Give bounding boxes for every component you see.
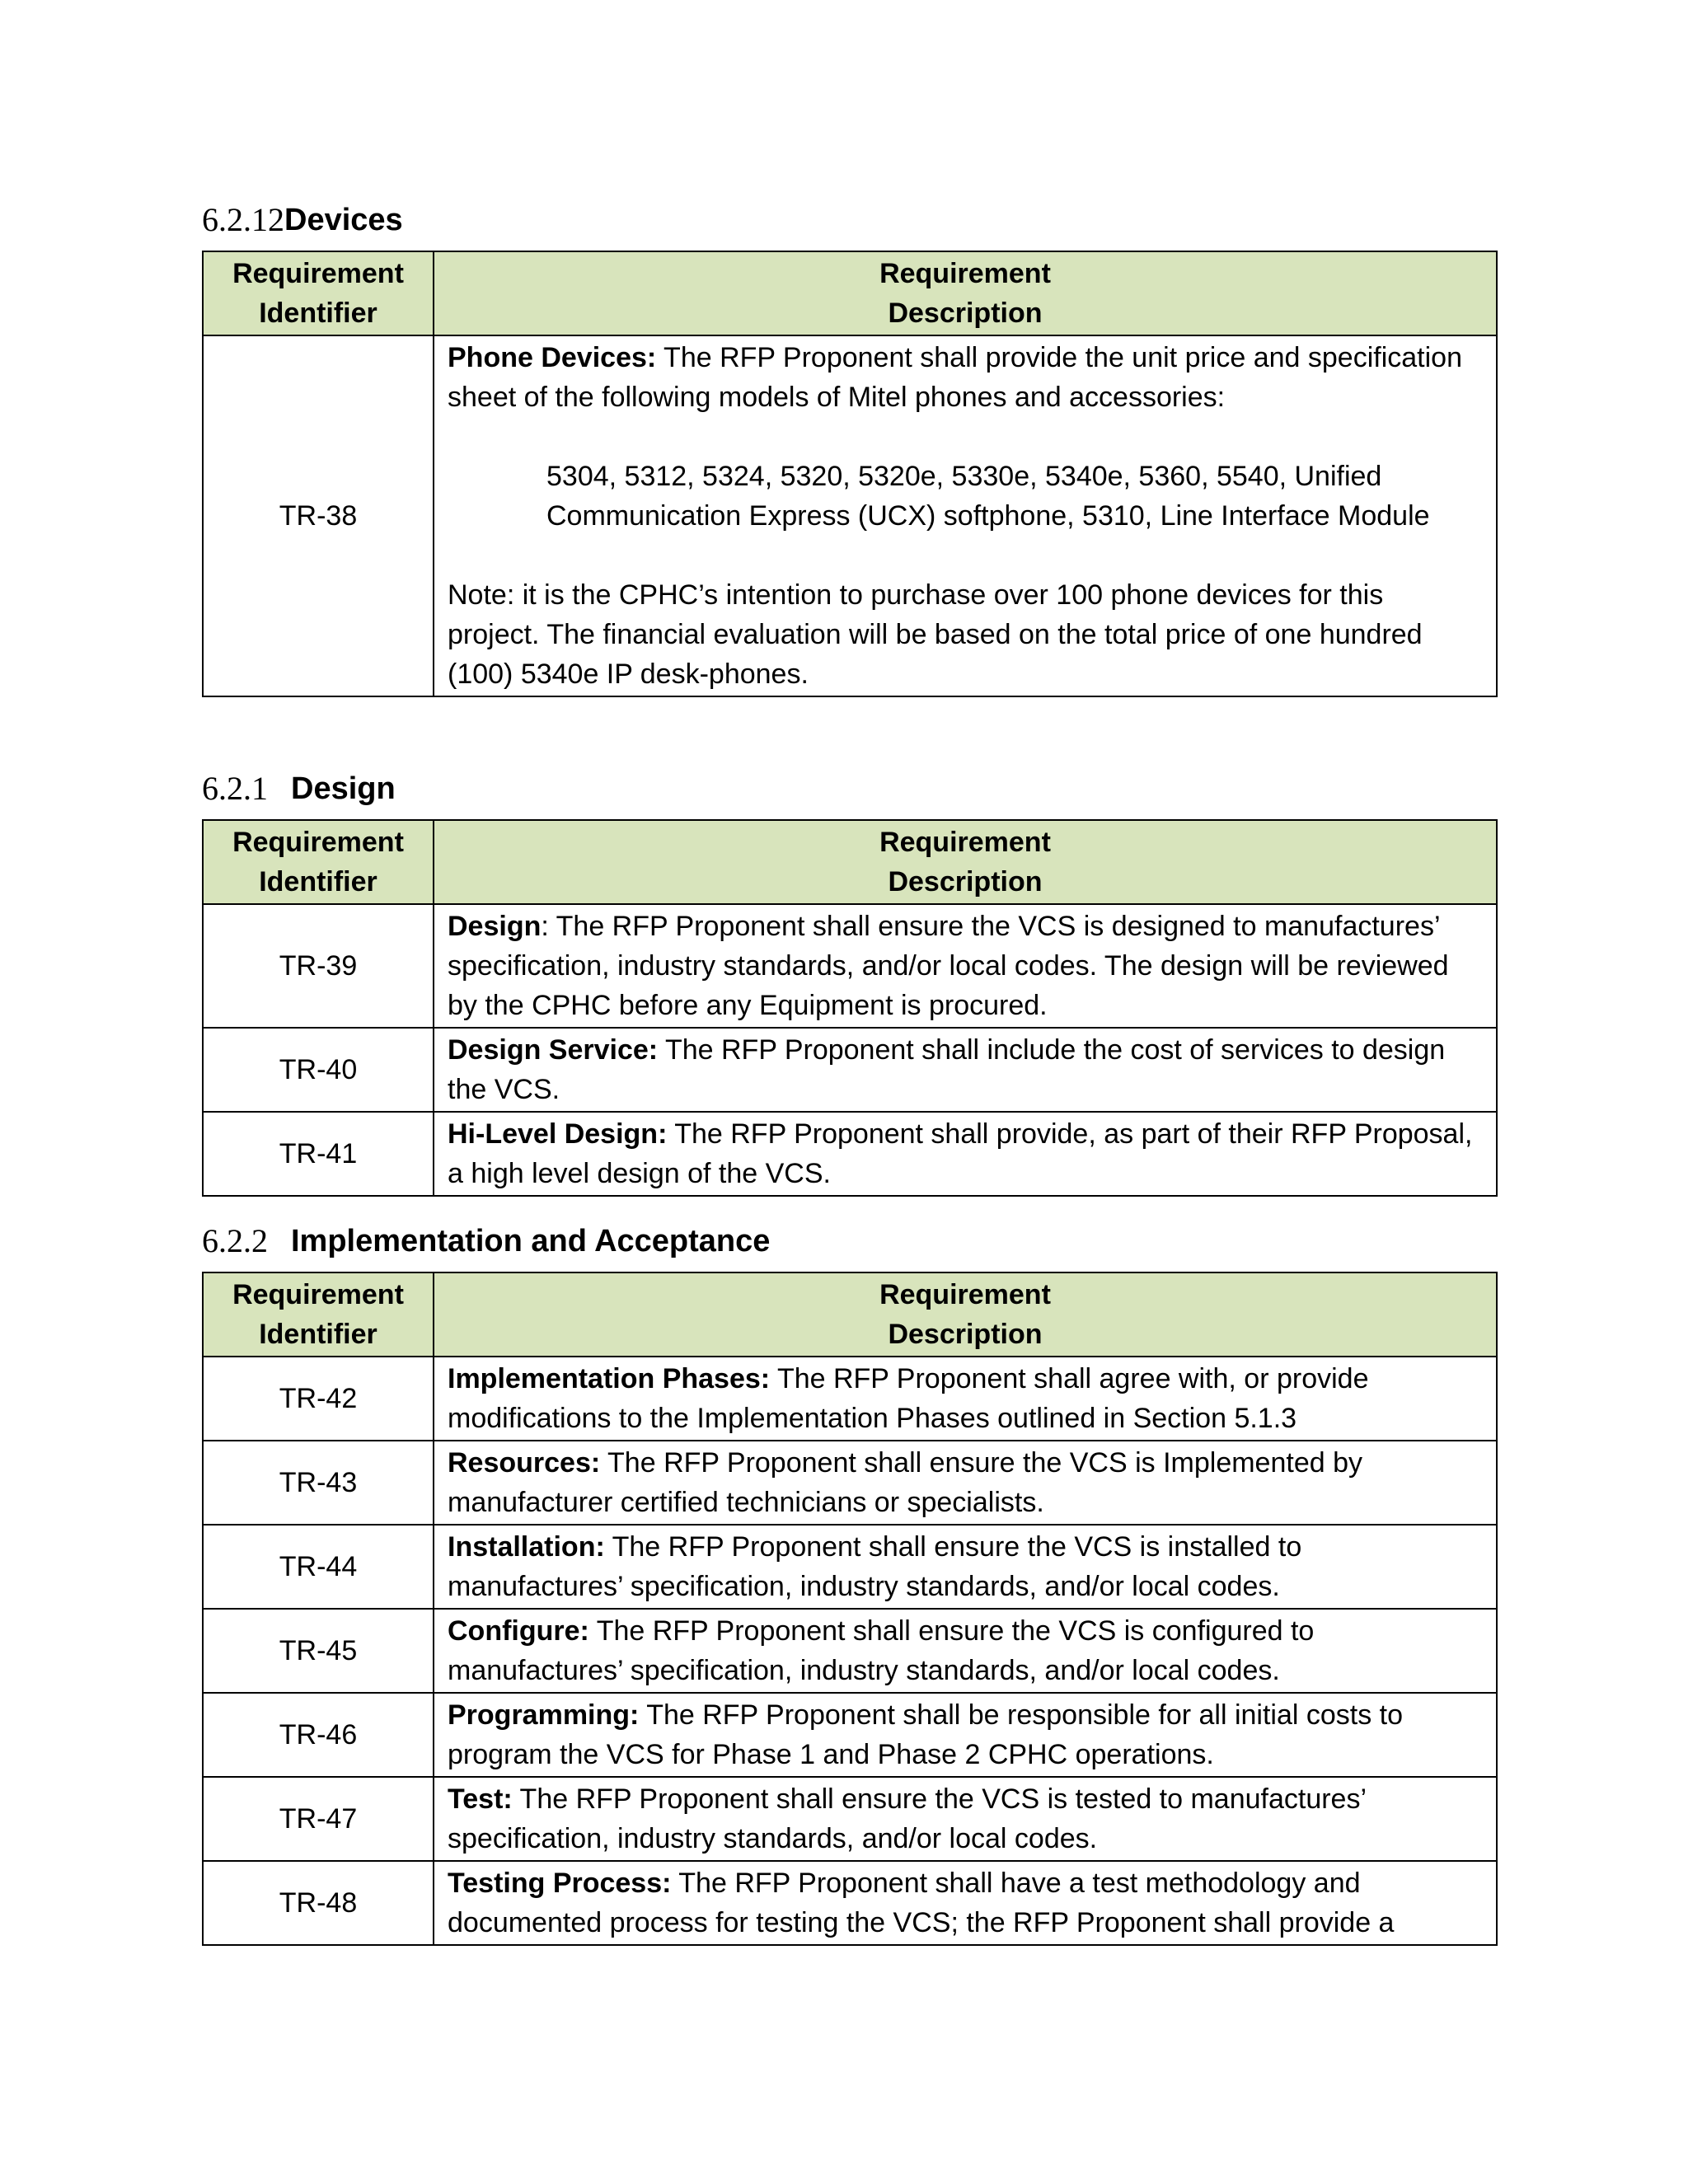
requirement-id: TR-43 [203, 1441, 434, 1525]
requirement-text: The RFP Proponent shall be responsible for all initial costs to program the VCS for Phase 1 and Phase 2 CPHC operations. [448, 1699, 1404, 1770]
requirement-label: Design Service: [448, 1034, 659, 1066]
requirement-text: The RFP Proponent shall provide, as part of their RFP Proposal, a high level design of the VCS. [448, 1118, 1473, 1189]
section-heading [202, 1216, 1496, 1260]
table-row [203, 1861, 1497, 1945]
table-row [203, 1441, 1497, 1525]
requirement-label: Test: [448, 1783, 513, 1815]
table-header-row [203, 820, 1497, 904]
requirement-id: TR-46 [203, 1693, 434, 1777]
header-description: Requirement Description [434, 1272, 1497, 1357]
section-title: Devices [284, 203, 403, 237]
requirement-label: Resources: [448, 1447, 601, 1479]
section-title: Implementation and Acceptance [291, 1224, 771, 1258]
requirement-id: TR-44 [203, 1525, 434, 1609]
requirement-description [434, 1525, 1497, 1609]
requirement-label: Implementation Phases: [448, 1363, 771, 1394]
requirements-table [202, 251, 1498, 697]
requirements-table [202, 1272, 1498, 1946]
header-description: Requirement Description [434, 820, 1497, 904]
requirement-label: Programming: [448, 1699, 640, 1731]
requirement-note: Note: it is the CPHC’s intention to purchase over 100 phone devices for this project. The financial evaluation will be based on the total price of one hundred (100) 5340e IP desk-phones. [448, 579, 1423, 690]
requirement-id: TR-38 [203, 335, 434, 696]
section-number: 6.2.2 [202, 1222, 268, 1259]
table-row [203, 1777, 1497, 1861]
requirement-text: The RFP Proponent shall provide the unit price and specification sheet of the following models of Mitel phones and accessories: [448, 342, 1462, 413]
header-identifier: Requirement Identifier [203, 251, 434, 335]
table-row [203, 1609, 1497, 1693]
table-header-row [203, 251, 1497, 335]
table-row [203, 335, 1497, 696]
phone-models-list: 5304, 5312, 5324, 5320, 5320e, 5330e, 5340e, 5360, 5540, Unified Communication Express (UCX) softphone, 5310, Line Interface Module [546, 461, 1430, 532]
section-heading [202, 194, 1496, 239]
requirement-label: Design [448, 911, 542, 942]
requirement-description [434, 904, 1497, 1028]
requirement-text: : The RFP Proponent shall ensure the VCS is designed to manufactures’ specification, industry standards, and/or local codes. The design will be reviewed by the CPHC before any Equipment is procured. [448, 911, 1449, 1021]
requirement-text: The RFP Proponent shall have a test methodology and documented process for testing the VCS; the RFP Proponent shall provide a [448, 1868, 1395, 1938]
section-heading [202, 763, 1496, 808]
requirement-description [434, 1441, 1497, 1525]
table-row [203, 1525, 1497, 1609]
section-title: Design [291, 771, 396, 806]
requirement-description [434, 1777, 1497, 1861]
section-design [202, 763, 1496, 1197]
requirement-id: TR-40 [203, 1028, 434, 1112]
requirement-description [434, 1693, 1497, 1777]
header-identifier: Requirement Identifier [203, 1272, 434, 1357]
requirement-description [434, 1861, 1497, 1945]
requirement-id: TR-48 [203, 1861, 434, 1945]
requirement-id: TR-41 [203, 1112, 434, 1196]
requirement-description [434, 1112, 1497, 1196]
requirement-label: Configure: [448, 1615, 589, 1647]
section-devices [202, 194, 1496, 697]
requirement-text: The RFP Proponent shall ensure the VCS is Implemented by manufacturer certified technicians or specialists. [448, 1447, 1362, 1518]
requirement-id: TR-39 [203, 904, 434, 1028]
requirement-text: The RFP Proponent shall ensure the VCS is configured to manufactures’ specification, industry standards, and/or local codes. [448, 1615, 1315, 1686]
table-row [203, 1357, 1497, 1441]
requirement-label: Hi-Level Design: [448, 1118, 668, 1150]
header-identifier: Requirement Identifier [203, 820, 434, 904]
requirement-id: TR-47 [203, 1777, 434, 1861]
table-header-row [203, 1272, 1497, 1357]
requirement-description [434, 1028, 1497, 1112]
table-row [203, 1112, 1497, 1196]
section-number: 6.2.1 [202, 770, 268, 807]
table-row [203, 1693, 1497, 1777]
section-implementation-acceptance [202, 1216, 1496, 1946]
requirement-description [434, 1609, 1497, 1693]
requirements-table [202, 819, 1498, 1197]
section-number: 6.2.12 [202, 201, 284, 238]
requirement-text: The RFP Proponent shall ensure the VCS is installed to manufactures’ specification, industry standards, and/or local codes. [448, 1531, 1302, 1602]
requirement-text: The RFP Proponent shall agree with, or provide modifications to the Implementation Phases outlined in Section 5.1.3 [448, 1363, 1369, 1434]
table-row [203, 1028, 1497, 1112]
requirement-text: The RFP Proponent shall include the cost of services to design the VCS. [448, 1034, 1446, 1105]
requirement-label: Installation: [448, 1531, 605, 1563]
requirement-label: Testing Process: [448, 1868, 672, 1899]
header-description: Requirement Description [434, 251, 1497, 335]
requirement-description [434, 335, 1497, 696]
requirement-id: TR-42 [203, 1357, 434, 1441]
requirement-id: TR-45 [203, 1609, 434, 1693]
table-row [203, 904, 1497, 1028]
requirement-label: Phone Devices: [448, 342, 657, 373]
requirement-text: The RFP Proponent shall ensure the VCS is tested to manufactures’ specification, industry standards, and/or local codes. [448, 1783, 1366, 1854]
requirement-description [434, 1357, 1497, 1441]
